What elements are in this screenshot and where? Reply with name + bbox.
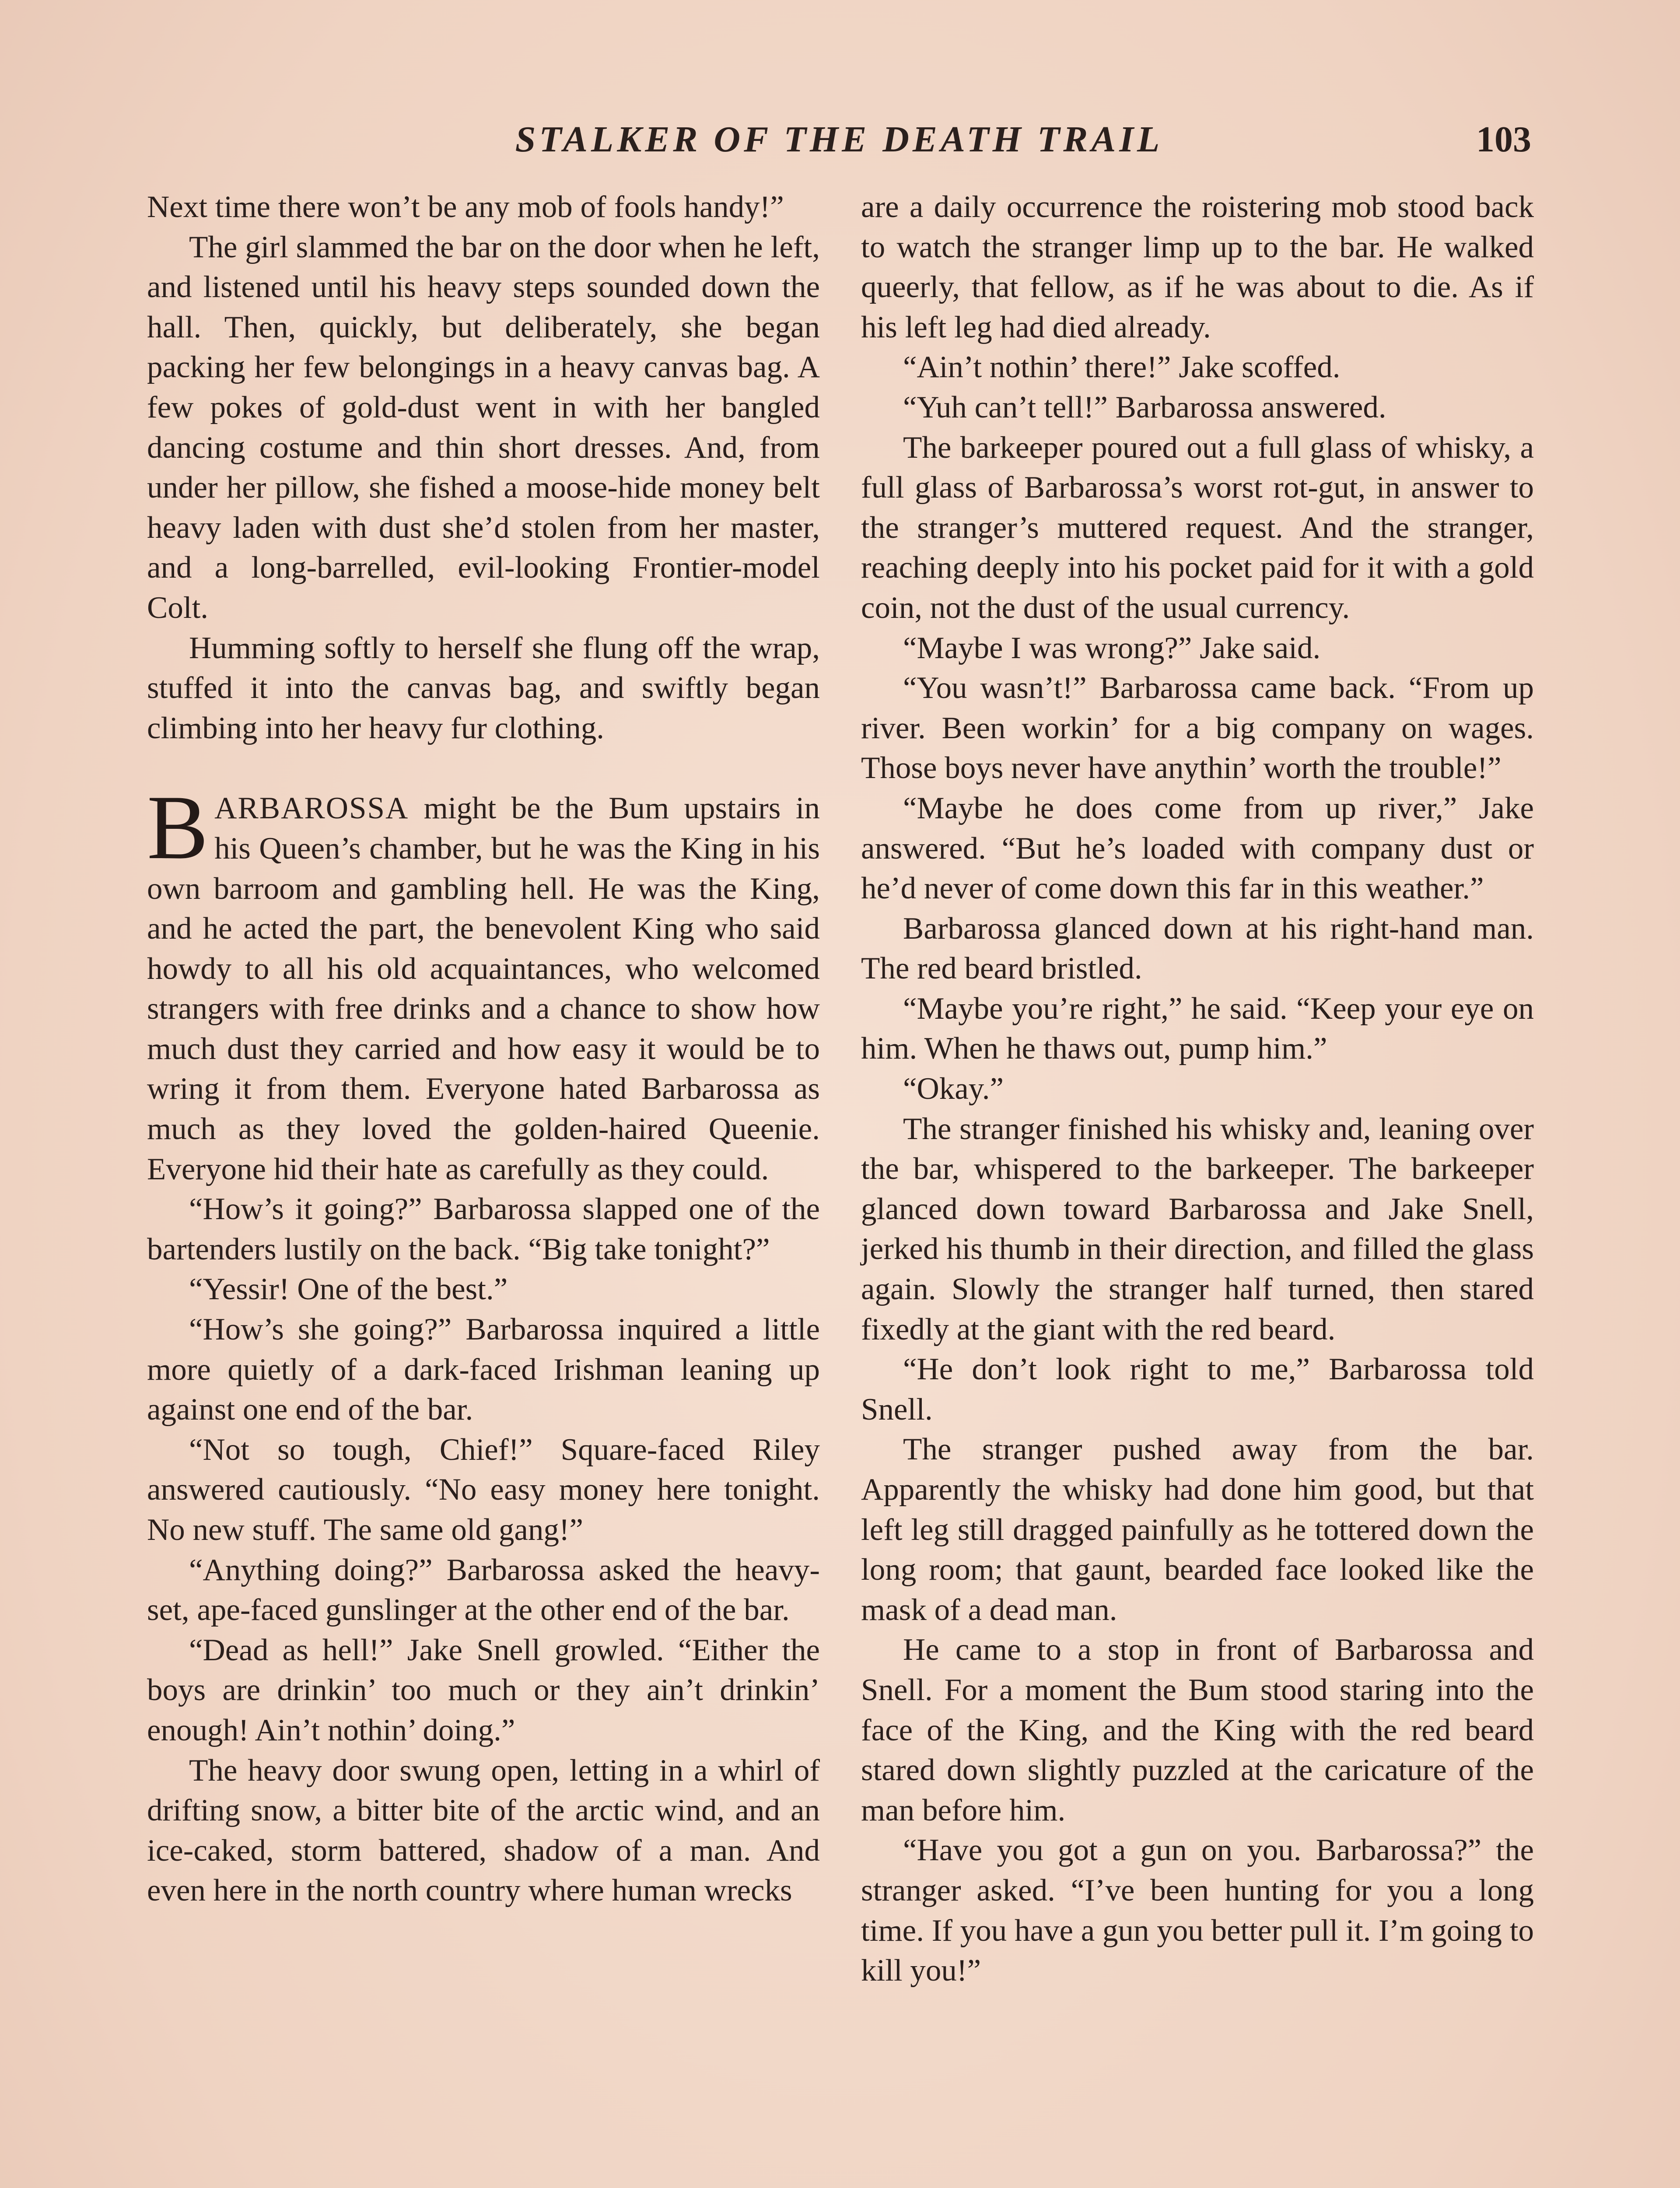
paragraph: “He don’t look right to me,” Barbarossa told Snell. [861, 1352, 1534, 1427]
paragraph: Barbarossa glanced down at his right-hand man. The red beard bristled. [861, 911, 1534, 986]
paragraph: “How’s it going?” Barbarossa slapped one of the bartenders lustily on the back. “Big take tonight?” [147, 1192, 820, 1266]
section-start-paragraph [147, 777, 820, 1189]
paragraph: “Okay.” [903, 1072, 1004, 1106]
paragraph: “Maybe you’re right,” he said. “Keep your eye on him. When he thaws out, pump him.” [861, 991, 1534, 1066]
running-title: STALKER OF THE DEATH TRAIL [515, 119, 1163, 160]
paragraph: “Have you got a gun on you. Barbarossa?” the stranger asked. “I’ve been hunting for you a long time. If you have a gun you better pull it. I’m going to kill you!” [861, 1833, 1534, 1988]
right-column [861, 187, 1534, 1991]
paragraph: “Anything doing?” Barbarossa asked the heavy-set, ape-faced gunslinger at the other end of the bar. [147, 1553, 820, 1627]
drop-cap: B [147, 777, 209, 879]
paragraph: Humming softly to herself she flung off the wrap, stuffed it into the canvas bag, and swiftly began climbing into her heavy fur clothing. [147, 631, 820, 745]
paragraph: The heavy door swung open, letting in a whirl of drifting snow, a bitter bite of the arctic wind, and an ice-caked, storm battered, shadow of a man. And even here in the north country where human wrecks [147, 1753, 820, 1908]
paragraph: He came to a stop in front of Barbarossa and Snell. For a moment the Bum stood staring into the face of the King, and the King with the red beard stared down slightly puzzled at the caricature of the man before him. [861, 1633, 1534, 1827]
paragraph: Next time there won’t be any mob of fools handy!” [147, 190, 784, 224]
paragraph: “Yuh can’t tell!” Barbarossa answered. [903, 390, 1386, 424]
paragraph: “How’s she going?” Barbarossa inquired a little more quietly of a dark-faced Irishman leaning up against one end of the bar. [147, 1312, 820, 1427]
paragraph: are a daily occurrence the roistering mob stood back to watch the stranger limp up to the bar. He walked queerly, that fellow, as if he was about to die. As if his left leg had died already. [861, 190, 1534, 344]
page-header [147, 118, 1531, 175]
paragraph: The stranger pushed away from the bar. Apparently the whisky had done him good, but that left leg still dragged painfully as he tottered down the long room; that gaunt, bearded face looked like the mask of a dead man. [861, 1432, 1534, 1627]
paragraph: The girl slammed the bar on the door when he left, and listened until his heavy steps sounded down the hall. Then, quickly, but deliberately, she began packing her few belongings in a heavy canvas bag. A few pokes of gold-dust went in with her bangled dancing costume and thin short dresses. And, from under her pillow, she fished a moose-hide money belt heavy laden with dust she’d stolen from her master, and a long-barrelled, evil-looking Frontier-model Colt. [147, 230, 820, 625]
paragraph: “Yessir! One of the best.” [189, 1272, 508, 1307]
paragraph: “Not so tough, Chief!” Square-faced Riley answered cautiously. “No easy money here tonight. No new stuff. The same old gang!” [147, 1432, 820, 1547]
page-number: 103 [1476, 119, 1531, 160]
paragraph: “Maybe he does come from up river,” Jake answered. “But he’s loaded with company dust or he’d never of come down this far in this weather.” [861, 791, 1534, 906]
small-caps-lead: ARBAROSSA [214, 791, 409, 826]
paragraph: The stranger finished his whisky and, leaning over the bar, whispered to the barkeeper. The barkeeper glanced down toward Barbarossa and Jake Snell, jerked his thumb in their direction, and filled the glass again. Slowly the stranger half turned, then stared fixedly at the giant with the red beard. [861, 1112, 1534, 1346]
paragraph: “You wasn’t!” Barbarossa came back. “From up river. Been workin’ for a big company on wages. Those boys never have anythin’ worth the trouble!” [861, 671, 1534, 785]
paragraph: “Dead as hell!” Jake Snell growled. “Either the boys are drinkin’ too much or they ain’t drinkin’ enough! Ain’t nothin’ doing.” [147, 1633, 820, 1747]
paragraph: “Maybe I was wrong?” Jake said. [903, 631, 1321, 665]
paragraph: The barkeeper poured out a full glass of whisky, a full glass of Barbarossa’s worst rot-gut, in answer to the stranger’s muttered request. And the stranger, reaching deeply into his pocket paid for it with a gold coin, not the dust of the usual currency. [861, 430, 1534, 625]
paragraph-text: might be the Bum upstairs in his Queen’s chamber, but he was the King in his own barroom and gambling hell. He was the King, and he acted the part, the benevolent King who said howdy to all his old acquaintances, who welcomed strangers with free drinks and a chance to show how much dust they carried and how easy it would be to wring it from them. Everyone hated Barbarossa as much as they loved the golden-haired Queenie. Everyone hid their hate as carefully as they could. [147, 791, 820, 1186]
left-column [147, 187, 820, 1911]
paragraph: “Ain’t nothin’ there!” Jake scoffed. [903, 350, 1340, 385]
